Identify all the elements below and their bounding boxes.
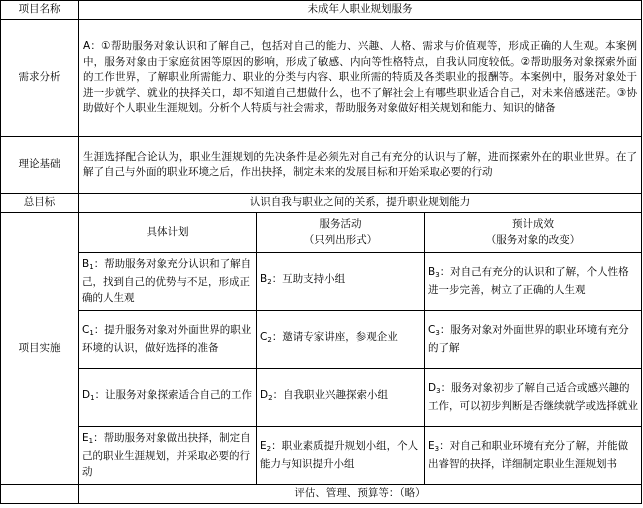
- outcome-cell-d: [425, 369, 642, 427]
- plan-text-b: ：帮助服务对象充分认识和了解自己，找到自己的优势与不足，形成正确的人生观: [82, 257, 252, 304]
- plan-cell-d: [79, 369, 257, 427]
- activity-cell-e: [257, 427, 425, 485]
- activity-header-line1: 服务活动: [319, 218, 362, 230]
- outcome-sub-b: 3: [435, 270, 440, 279]
- plan-code-e: E: [82, 431, 89, 444]
- outcome-cell-e: [425, 427, 642, 485]
- activity-header-line2: （只列出形式）: [303, 233, 378, 246]
- outcome-cell-c: [425, 311, 642, 369]
- theory-label: 理论基础: [1, 137, 79, 194]
- outcome-column-header: [425, 213, 642, 253]
- overall-goal-row: [1, 194, 642, 213]
- plan-sub-e: 1: [88, 436, 94, 445]
- activity-text-c: ：邀请专家讲座，参观企业: [271, 331, 398, 344]
- activity-text-b: ：互助支持小组: [271, 273, 346, 286]
- activity-sub-e: 2: [266, 444, 272, 453]
- plan-cell-e: [79, 427, 257, 485]
- outcome-text-e: ：对自己和职业环境有充分了解，并能做出睿智的抉择，详细制定职业生涯规划书: [428, 439, 629, 470]
- outcome-code-b: B: [428, 265, 436, 278]
- implementation-row-c: [1, 311, 642, 369]
- plan-sub-b: 1: [89, 262, 94, 271]
- outcome-sub-d: 3: [436, 386, 441, 395]
- plan-text-e: ：帮助服务对象做出抉择，制定自己的职业生涯规划，并采取必要的行动: [82, 431, 251, 478]
- implementation-row-b: [1, 253, 642, 311]
- implementation-row-e: [1, 427, 642, 485]
- outcome-code-c: C: [428, 323, 436, 336]
- activity-code-b: B: [260, 273, 268, 286]
- project-name-label: 项目名称: [1, 1, 79, 20]
- outcome-sub-c: 3: [435, 328, 440, 337]
- needs-analysis-text: A：①帮助服务对象认识和了解自己，包括对自己的能力、兴趣、人格、需求与价值观等，形成正确的人生观。本案例中，服务对象由于家庭贫困等原因的影响，形成了敏感、内向等性格特点，自我认同度较低。②帮助服务对象探索外面的工作世界，了解职业所需能力、职业的分类与内容、职业所需的特质及各类职业的报酬等。本案例中，服务对象处于进一步就学、就业的抉择关口，却不知道自己想做什么，也不了解社会上有哪些职业适合自己，对未来倍感迷茫。③协助做好个人职业生涯规划。分析个人特质与社会需求，帮助服务对象做好相关规划和能力、知识的储备: [79, 20, 642, 137]
- activity-text-d: ：自我职业兴趣探索小组: [272, 389, 389, 402]
- outcome-header-line2: （服务对象的改变）: [485, 233, 581, 246]
- outcome-text-b: ：对自己有充分的认识和了解，个人性格进一步完善，树立了正确的人生观: [428, 265, 629, 296]
- activity-text-e: ：职业素质提升规划小组，个人能力与知识提升小组: [260, 439, 419, 470]
- plan-cell-b: [79, 253, 257, 311]
- plan-column-header: 具体计划: [79, 213, 257, 253]
- implementation-row-d: [1, 369, 642, 427]
- activity-column-header: [257, 213, 425, 253]
- outcome-code-d: D: [428, 381, 437, 394]
- plan-sub-d: 1: [90, 394, 95, 403]
- outcome-header-line1: 预计成效: [512, 218, 554, 230]
- plan-code-c: C: [82, 323, 90, 336]
- activity-code-c: C: [260, 331, 268, 344]
- needs-analysis-label: 需求分析: [1, 20, 79, 137]
- activity-code-d: D: [260, 389, 269, 402]
- implementation-label: 项目实施: [1, 213, 79, 485]
- theory-text: 生涯选择配合论认为，职业生涯规划的先决条件是必须先对自己有充分的认识与了解，进而探索外在的职业世界。在了解了自己与外面的职业环境之后，作出抉择，制定未来的发展目标和开始采取必要的行动: [79, 137, 642, 194]
- theory-row: [1, 137, 642, 194]
- outcome-text-c: ：服务对象对外面世界的职业环境有充分的了解: [428, 323, 629, 354]
- activity-sub-c: 2: [267, 336, 272, 345]
- activity-cell-b: [257, 253, 425, 311]
- overall-goal-text: 认识自我与职业之间的关系，提升职业规划能力: [79, 194, 642, 213]
- plan-text-c: ：提升服务对象对外面世界的职业环境的认识，做好选择的准备: [82, 323, 252, 354]
- overall-goal-label: 总目标: [1, 194, 79, 213]
- footer-text: 评估、管理、预算等：（略）: [79, 485, 642, 504]
- footer-blank-cell: [1, 485, 79, 504]
- activity-code-e: E: [260, 439, 267, 452]
- activity-cell-d: [257, 369, 425, 427]
- project-name-row: [1, 1, 642, 20]
- plan-code-b: B: [82, 257, 90, 270]
- plan-sub-c: 1: [89, 328, 94, 337]
- needs-analysis-row: [1, 20, 642, 137]
- implementation-header-row: [1, 213, 642, 253]
- plan-text-d: ：让服务对象探索适合自己的工作: [94, 389, 253, 402]
- plan-cell-c: [79, 311, 257, 369]
- outcome-text-d: ：服务对象初步了解自己适合或感兴趣的工作，可以初步判断是否继续就学或选择就业: [428, 381, 638, 412]
- outcome-code-e: E: [428, 439, 435, 452]
- activity-sub-b: 2: [267, 278, 272, 287]
- activity-cell-c: [257, 311, 425, 369]
- project-title: 未成年人职业规划服务: [79, 1, 642, 20]
- footer-row: [1, 485, 642, 504]
- activity-sub-d: 2: [268, 394, 273, 403]
- outcome-cell-b: [425, 253, 642, 311]
- plan-code-d: D: [82, 389, 91, 402]
- outcome-sub-e: 3: [434, 444, 440, 453]
